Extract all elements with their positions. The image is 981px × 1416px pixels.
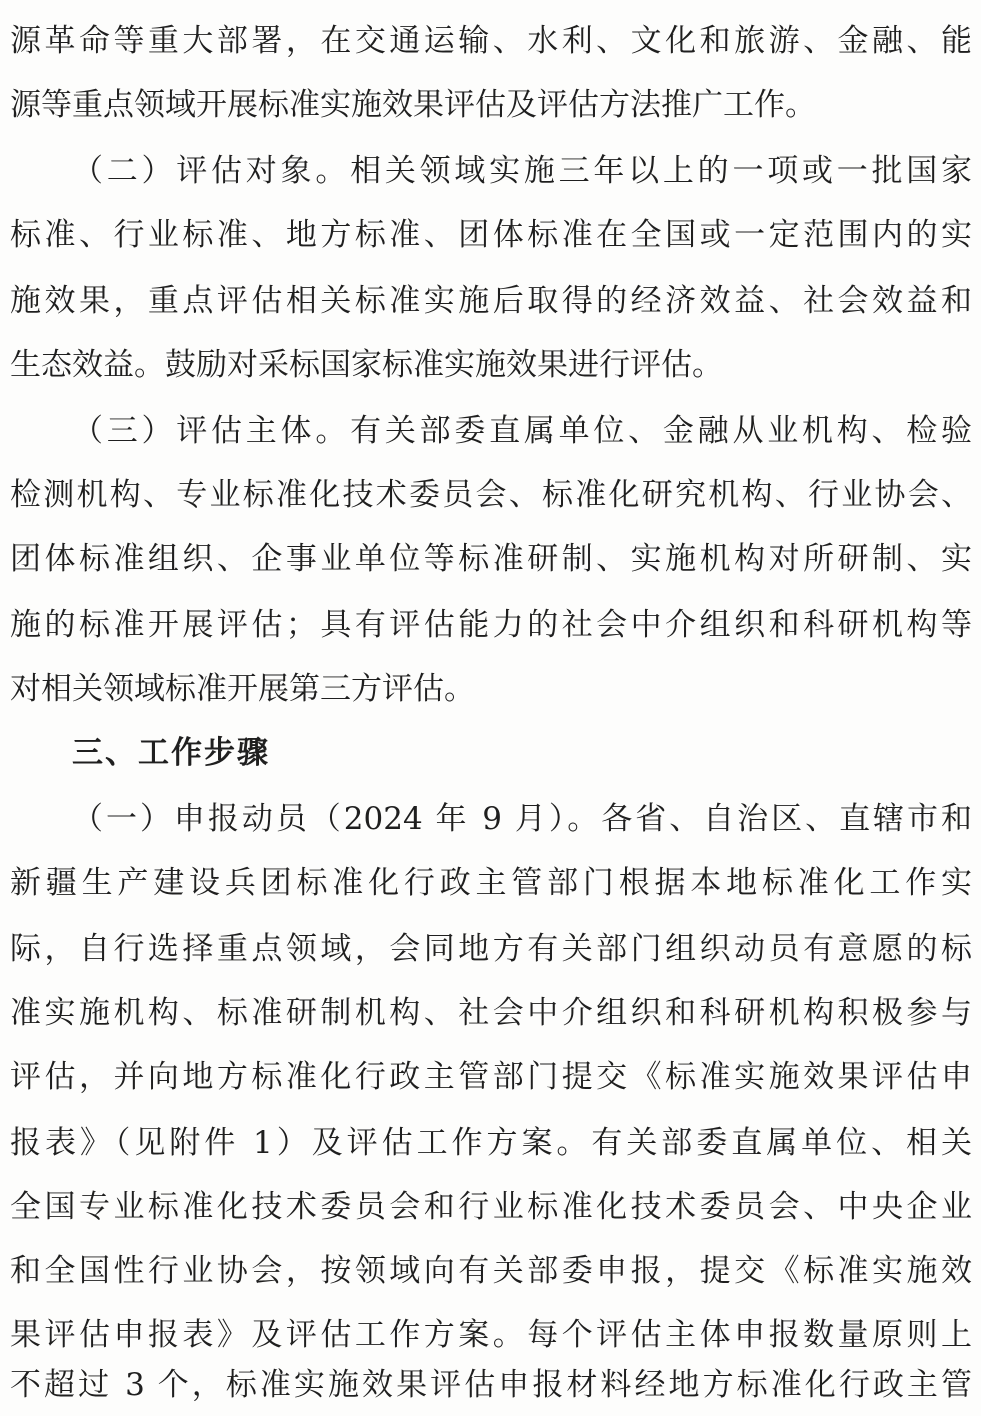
paragraph-start: （一）申报动员（2024 年 9 月）。各省、自治区、直辖市和 bbox=[72, 801, 972, 837]
text-line: 施效果，重点评估相关标准实施后取得的经济效益、社会效益和 bbox=[10, 283, 972, 319]
text-line: 准实施机构、标准研制机构、社会中介组织和科研机构积极参与 bbox=[10, 995, 972, 1031]
text-line: 生态效益。鼓励对采标国家标准实施效果进行评估。 bbox=[10, 347, 723, 383]
text-line: 标准、行业标准、地方标准、团体标准在全国或一定范围内的实 bbox=[10, 217, 972, 253]
text-line: 果评估申报表》及评估工作方案。每个评估主体申报数量原则上 bbox=[10, 1317, 972, 1353]
text-line: 对相关领域标准开展第三方评估。 bbox=[10, 671, 475, 707]
text-line: 际，自行选择重点领域，会同地方有关部门组织动员有意愿的标 bbox=[10, 931, 972, 967]
text-line: 不超过 3 个，标准实施效果评估申报材料经地方标准化行政主管 bbox=[10, 1367, 972, 1403]
text-line: 新疆生产建设兵团标准化行政主管部门根据本地标准化工作实 bbox=[10, 865, 972, 901]
paragraph-start: （三）评估主体。有关部委直属单位、金融从业机构、检验 bbox=[72, 413, 972, 449]
text-line: 检测机构、专业标准化技术委员会、标准化研究机构、行业协会、 bbox=[10, 477, 972, 513]
text-line: 评估，并向地方标准化行政主管部门提交《标准实施效果评估申 bbox=[10, 1059, 972, 1095]
text-line: 源革命等重大部署，在交通运输、水利、文化和旅游、金融、能 bbox=[10, 23, 972, 59]
paragraph-start: （二）评估对象。相关领域实施三年以上的一项或一批国家 bbox=[72, 153, 972, 189]
text-line: 源等重点领域开展标准实施效果评估及评估方法推广工作。 bbox=[10, 87, 816, 123]
text-line: 和全国性行业协会，按领域向有关部委申报，提交《标准实施效 bbox=[10, 1253, 972, 1289]
text-line: 施的标准开展评估；具有评估能力的社会中介组织和科研机构等 bbox=[10, 607, 972, 643]
text-line: 全国专业标准化技术委员会和行业标准化技术委员会、中央企业 bbox=[10, 1189, 972, 1225]
text-line: 团体标准组织、企事业单位等标准研制、实施机构对所研制、实 bbox=[10, 541, 972, 577]
section-heading: 三、工作步骤 bbox=[72, 735, 270, 771]
text-line: 报表》（见附件 1）及评估工作方案。有关部委直属单位、相关 bbox=[10, 1125, 972, 1161]
